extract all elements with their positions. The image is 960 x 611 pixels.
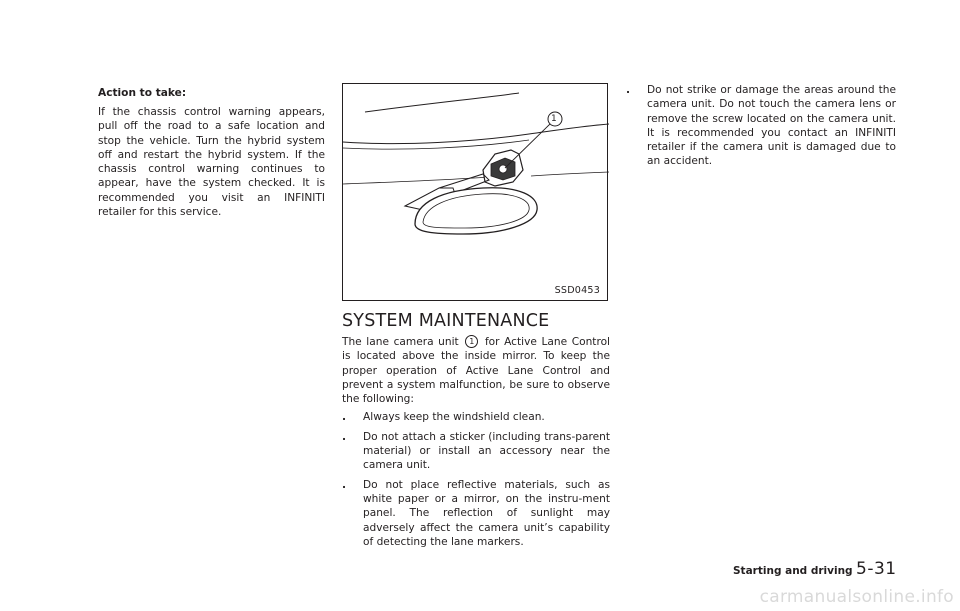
bullet-icon: . [626, 84, 631, 96]
list-item [342, 430, 610, 473]
figure-code: SSD0453 [554, 285, 600, 296]
maintenance-list [342, 410, 610, 549]
action-paragraph: If the chassis control warning appears, pull off the road to a safe location and stop the vehicle. Turn the hybrid system off and restart the hybrid system. If the chassis control warning continues to appear, have the system checked. It is recommended you visit an INFINITI retailer for this service. [98, 106, 325, 219]
list-item-text: Always keep the windshield clean. [363, 411, 545, 424]
bullet-icon: . [342, 411, 347, 424]
middle-column [342, 83, 610, 554]
list-item-text: Do not attach a sticker (including trans-parent material) or install an accessory near the camera unit. [363, 430, 610, 472]
intro-text-after: for Active Lane Control is located above the inside mirror. To keep the proper operation of Active Lane Control and prevent a system malfunction, be sure to observe the following: [342, 336, 611, 406]
list-item [626, 83, 896, 169]
bullet-icon: . [342, 430, 347, 443]
watermark: carmanualsonline.info [759, 587, 954, 607]
maintenance-list-continued [626, 83, 896, 169]
right-column [626, 83, 896, 174]
action-heading: Action to take: [98, 87, 187, 99]
list-item-text: Do not strike or damage the areas around the camera unit. Do not touch the camera lens or remove the screw located on the camera unit. It is recommended you contact an INFINITI retailer if the camera unit is damaged due to an accident. [647, 84, 896, 168]
list-item [342, 410, 610, 424]
left-column [98, 86, 325, 219]
bullet-icon: . [342, 478, 347, 491]
list-item-text: Do not place reflective materials, such as white paper or a mirror, on the instru-ment panel. The reflection of sunlight may adversely affect the camera unit’s capability of detecting the lane markers. [363, 478, 610, 548]
inline-callout-icon: 1 [465, 335, 478, 348]
intro-text-before: The lane camera unit [342, 336, 459, 348]
camera-unit-illustration [342, 83, 608, 301]
page-number: 5-31 [856, 559, 897, 579]
section-title: SYSTEM MAINTENANCE [342, 311, 550, 331]
camera-mirror-drawing [343, 84, 609, 302]
list-item [342, 478, 610, 549]
footer-section-name: Starting and driving [733, 565, 853, 577]
section-intro [342, 335, 610, 406]
callout-number: 1 [551, 114, 557, 124]
